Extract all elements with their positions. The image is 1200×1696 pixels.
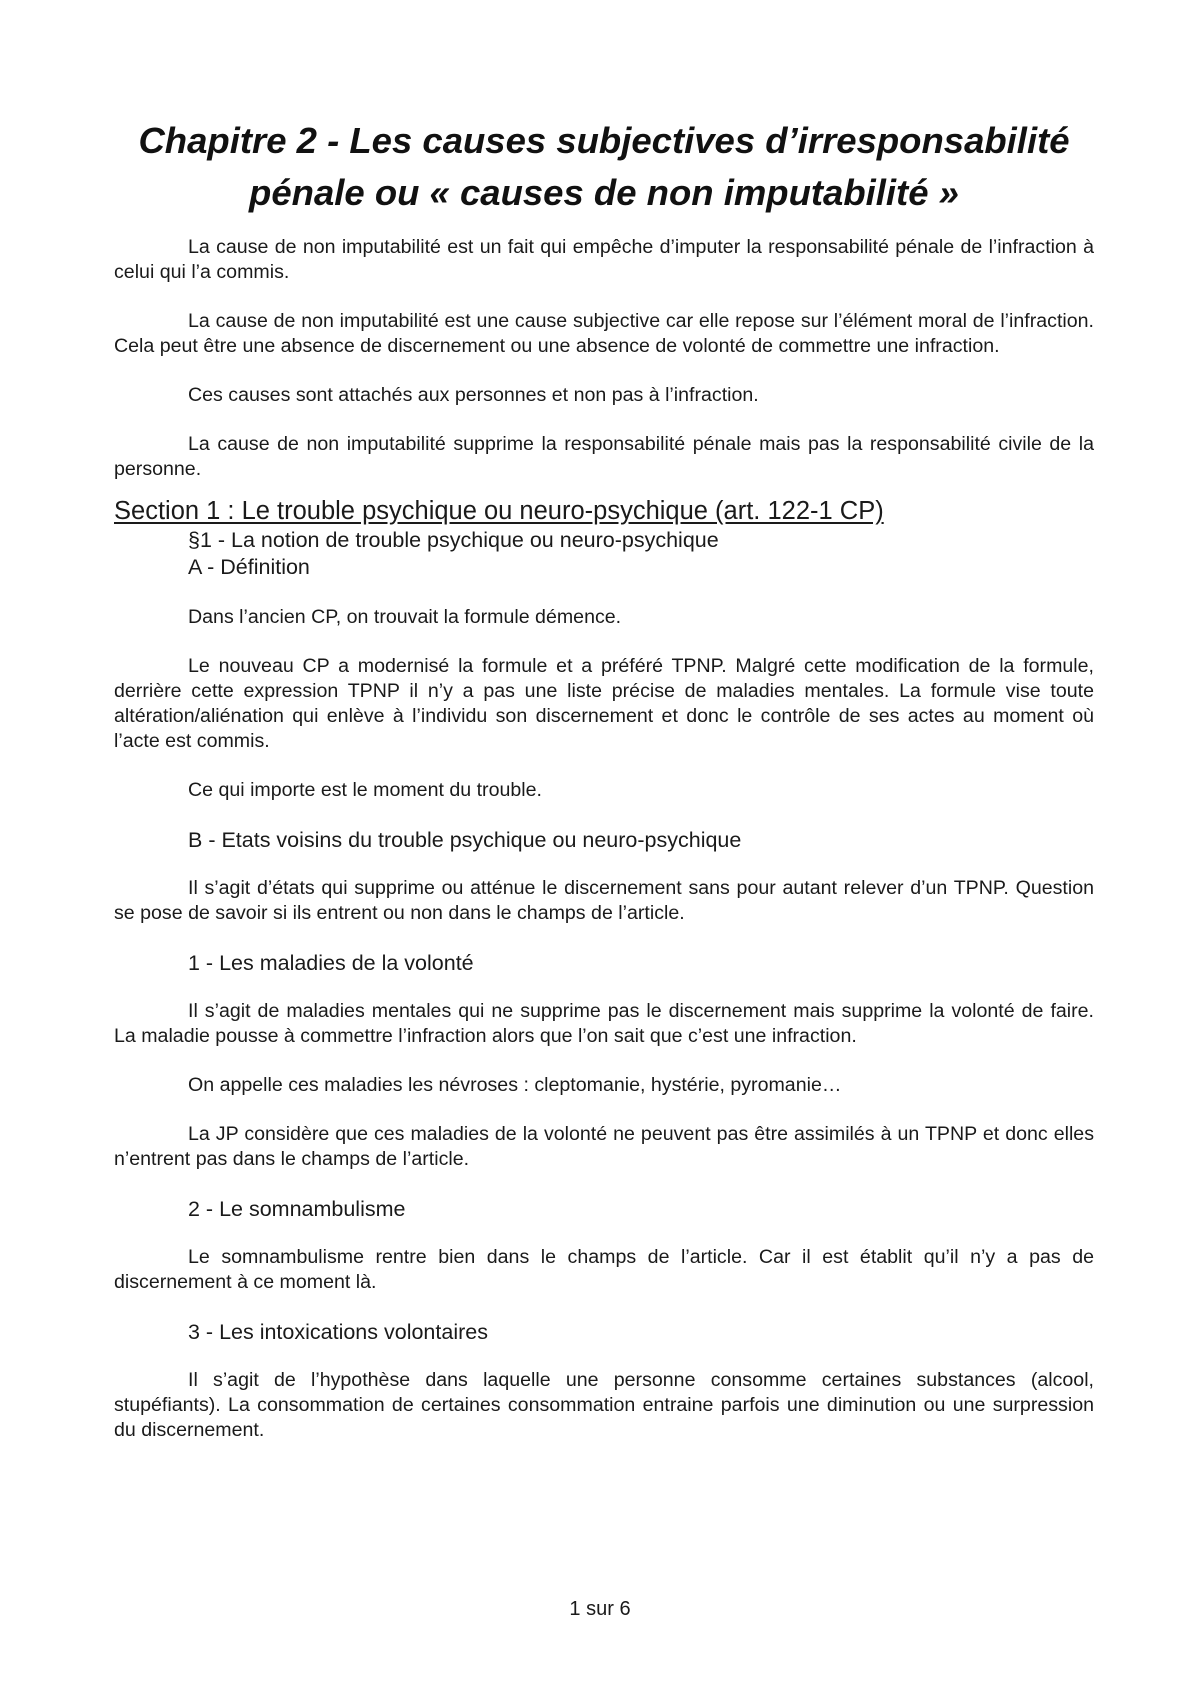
a-paragraph-2 <box>114 654 1094 754</box>
page-number: 1 sur 6 <box>569 1598 631 1620</box>
item-1-paragraph-2 <box>114 1073 1094 1098</box>
paragraph-text: Ce qui importe est le moment du trouble. <box>188 779 542 801</box>
intro-paragraph-4 <box>114 432 1094 482</box>
b-paragraph <box>114 876 1094 926</box>
paragraph-text: On appelle ces maladies les névroses : cleptomanie, hystérie, pyromanie… <box>188 1074 842 1096</box>
paragraph-text: Il s’agit de maladies mentales qui ne supprime pas le discernement mais supprime la volonté de faire. La maladie pousse à commettre l’infraction alors que l’on sait que c’est une infraction. <box>114 1000 1094 1047</box>
paragraph-text: La cause de non imputabilité est une cause subjective car elle repose sur l’élément moral de l’infraction. Cela peut être une absence de discernement ou une absence de volonté de commettre une infraction. <box>114 310 1094 357</box>
a-paragraph-1 <box>114 605 1094 630</box>
paragraph-text: Ces causes sont attachés aux personnes et non pas à l’infraction. <box>188 384 759 406</box>
item-2-heading: 2 - Le somnambulisme <box>188 1197 406 1221</box>
intro-paragraph-2 <box>114 309 1094 359</box>
paragraph-text: La cause de non imputabilité supprime la responsabilité pénale mais pas la responsabilité civile de la personne. <box>114 433 1094 480</box>
item-2-paragraph <box>114 1245 1094 1295</box>
intro-paragraph-1 <box>114 235 1094 285</box>
paragraph-text: La JP considère que ces maladies de la volonté ne peuvent pas être assimilés à un TPNP et donc elles n’entrent pas dans le champs de l’article. <box>114 1123 1094 1170</box>
paragraph-text: La cause de non imputabilité est un fait qui empêche d’imputer la responsabilité pénale de l’infraction à celui qui l’a commis. <box>114 236 1094 283</box>
item-3-paragraph <box>114 1368 1094 1443</box>
item-1-paragraph-1 <box>114 999 1094 1049</box>
paragraph-text: Il s’agit d’états qui supprime ou atténue le discernement sans pour autant relever d’un TPNP. Question se pose de savoir si ils entrent ou non dans le champs de l’article. <box>114 877 1094 924</box>
paragraph-text: Dans l’ancien CP, on trouvait la formule démence. <box>188 606 622 628</box>
intro-paragraph-3 <box>114 383 1094 408</box>
item-1-heading: 1 - Les maladies de la volonté <box>188 951 474 975</box>
paragraph-text: Le somnambulisme rentre bien dans le champs de l’article. Car il est établit qu’il n’y a pas de discernement à ce moment là. <box>114 1246 1094 1293</box>
item-1-paragraph-3 <box>114 1122 1094 1172</box>
sub-b-heading: B - Etats voisins du trouble psychique ou neuro-psychique <box>188 828 742 852</box>
a-paragraph-3 <box>114 778 1094 803</box>
paragraph-text: Le nouveau CP a modernisé la formule et a préféré TPNP. Malgré cette modification de la formule, derrière cette expression TPNP il n’y a pas une liste précise de maladies mentales. La formule vise toute altération/aliénation qui enlève à l’individu son discernement et donc le contrôle de ses actes au moment où l’acte est commis. <box>114 655 1094 752</box>
sub-a-heading: A - Définition <box>188 555 310 579</box>
paragraph-text: Il s’agit de l’hypothèse dans laquelle une personne consomme certaines substances (alcool, stupéfiants). La consommation de certaines consommation entraine parfois une diminution ou une surpression du discernement. <box>114 1369 1094 1441</box>
section-1-heading: Section 1 : Le trouble psychique ou neuro-psychique (art. 122-1 CP) <box>114 497 884 525</box>
item-3-heading: 3 - Les intoxications volontaires <box>188 1320 488 1344</box>
paragraph-1-heading: §1 - La notion de trouble psychique ou neuro-psychique <box>188 528 719 552</box>
document-body <box>114 115 1094 1467</box>
chapter-title: Chapitre 2 - Les causes subjectives d’irresponsabilité pénale ou « causes de non imputabilité » <box>138 120 1070 213</box>
